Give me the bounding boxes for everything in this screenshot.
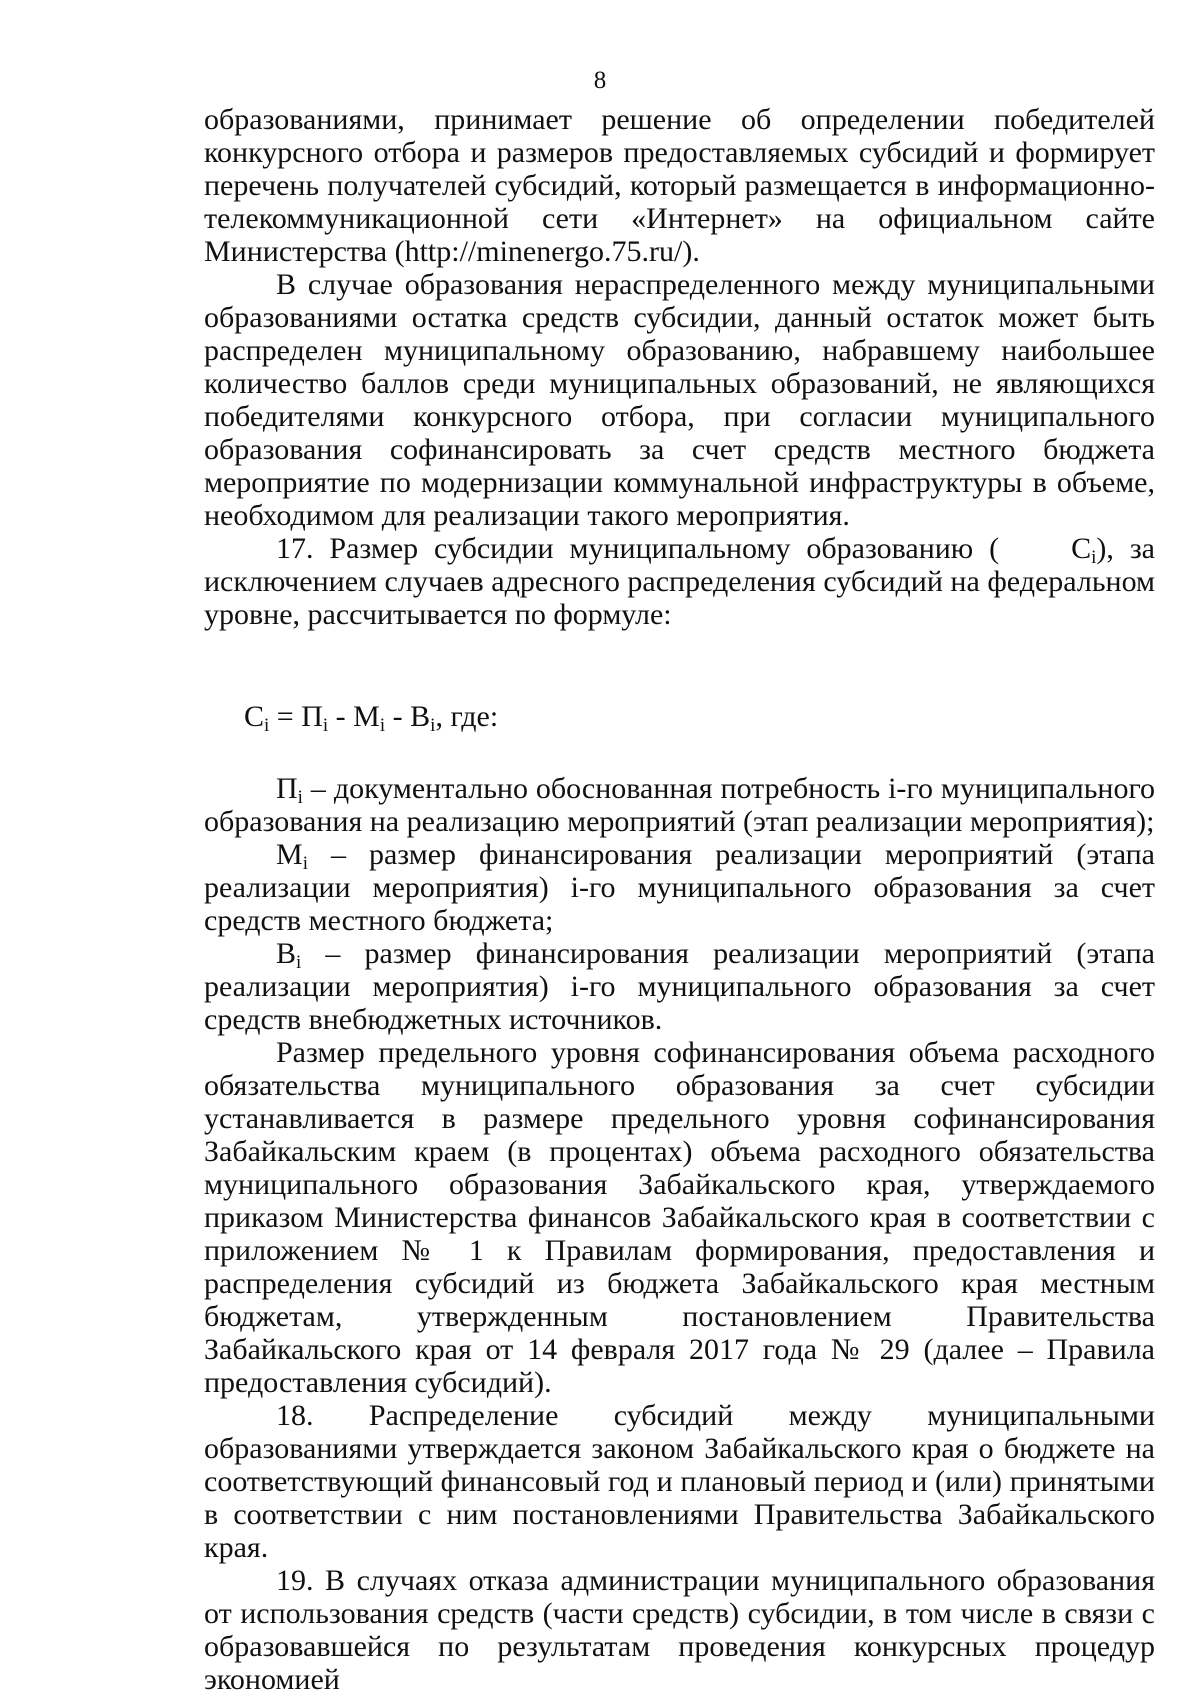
definition-local-budget <box>204 838 1155 937</box>
p17-text-after: ), за исключением случаев адресного распределения субсидий на федеральном уровне, рассчитывается по формуле: <box>204 532 1155 631</box>
paragraph-18-distribution: 18. Распределение субсидий между муниципальными образованиями утверждается законом Забайкальского края о бюджете на соответствующий финансовый год и плановый период и (или) принятыми в соответствии с ним постановлениями Правительства Забайкальского края. <box>204 1399 1155 1564</box>
def-p-text: – документально обоснованная потребность i-го муниципального образования на реализацию мероприятий (этап реализации мероприятия); <box>204 772 1155 838</box>
def-b-sub: i <box>296 952 302 973</box>
paragraph-continuation: образованиями, принимает решение об определении победителей конкурсного отбора и размеров предоставляемых субсидий и формирует перечень получателей субсидий, который размещается в информационно-телекоммуникационной сети «Интернет» на официальном сайте Министерства (http://minenergo.75.ru/). <box>204 103 1155 268</box>
formula-p-sub: i <box>322 715 329 736</box>
def-m-symbol: M <box>276 838 303 871</box>
formula-minus-2: - <box>385 700 411 733</box>
p17-symbol-c: C <box>1071 532 1092 565</box>
formula-p: П <box>301 700 323 733</box>
formula-eq: = <box>269 700 302 733</box>
subsidy-formula <box>204 700 1155 736</box>
paragraph-undistributed-remainder: В случае образования нераспределенного между муниципальными образованиями остатка средств субсидии, данный остаток может быть распределен муниципальному образованию, набравшему наибольшее количество баллов среди муниципальных образований, не являющихся победителями конкурсного отбора, при согласии муниципального образования софинансировать за счет средств местного бюджета мероприятие по модернизации коммунальной инфраструктуры в объеме, необходимом для реализации такого мероприятия. <box>204 268 1155 532</box>
def-m-text: – размер финансирования реализации мероприятий (этапа реализации мероприятия) i-го муниципального образования за счет средств местного бюджета; <box>204 838 1155 937</box>
def-m-sub: i <box>302 853 308 874</box>
document-body <box>204 103 1155 1696</box>
formula-b-sub: i <box>430 715 436 736</box>
p17-subscript: i <box>1091 547 1097 568</box>
formula-tail: , где: <box>435 700 499 733</box>
formula-m-sub: i <box>379 715 386 736</box>
definition-need <box>204 772 1155 838</box>
paragraph-cofinancing-limit: Размер предельного уровня софинансирования объема расходного обязательства муниципального образования за счет субсидии устанавливается в размере предельного уровня софинансирования Забайкальским краем (в процентах) объема расходного обязательства муниципального образования Забайкальского края, утверждаемого приказом Министерства финансов Забайкальского края в соответствии с приложением № 1 к Правилам формирования, предоставления и распределения субсидий из бюджета Забайкальского края местным бюджетам, утвержденным постановлением Правительства Забайкальского края от 14 февраля 2017 года № 29 (далее – Правила предоставления субсидий). <box>204 1036 1155 1399</box>
paragraph-17-subsidy-size <box>204 532 1155 631</box>
definition-off-budget <box>204 937 1155 1036</box>
def-b-text: – размер финансирования реализации мероприятий (этапа реализации мероприятия) i-го муниципального образования за счет средств внебюджетных источников. <box>204 937 1155 1036</box>
formula-minus-1: - <box>328 700 354 733</box>
def-p-sub: i <box>297 787 303 808</box>
formula-b: B <box>410 700 431 733</box>
p17-text-before: 17. Размер субсидии муниципальному образованию ( <box>276 532 1000 565</box>
def-p-symbol: П <box>276 772 298 805</box>
paragraph-19-refusal: 19. В случаях отказа администрации муниципального образования от использования средств (части средств) субсидии, в том числе в связи с образовавшейся по результатам проведения конкурсных процедур экономией <box>204 1564 1155 1696</box>
def-b-symbol: B <box>276 937 297 970</box>
page-number: 8 <box>593 67 607 94</box>
formula-c: C <box>244 700 265 733</box>
formula-m: M <box>353 700 380 733</box>
formula-c-sub: i <box>264 715 270 736</box>
